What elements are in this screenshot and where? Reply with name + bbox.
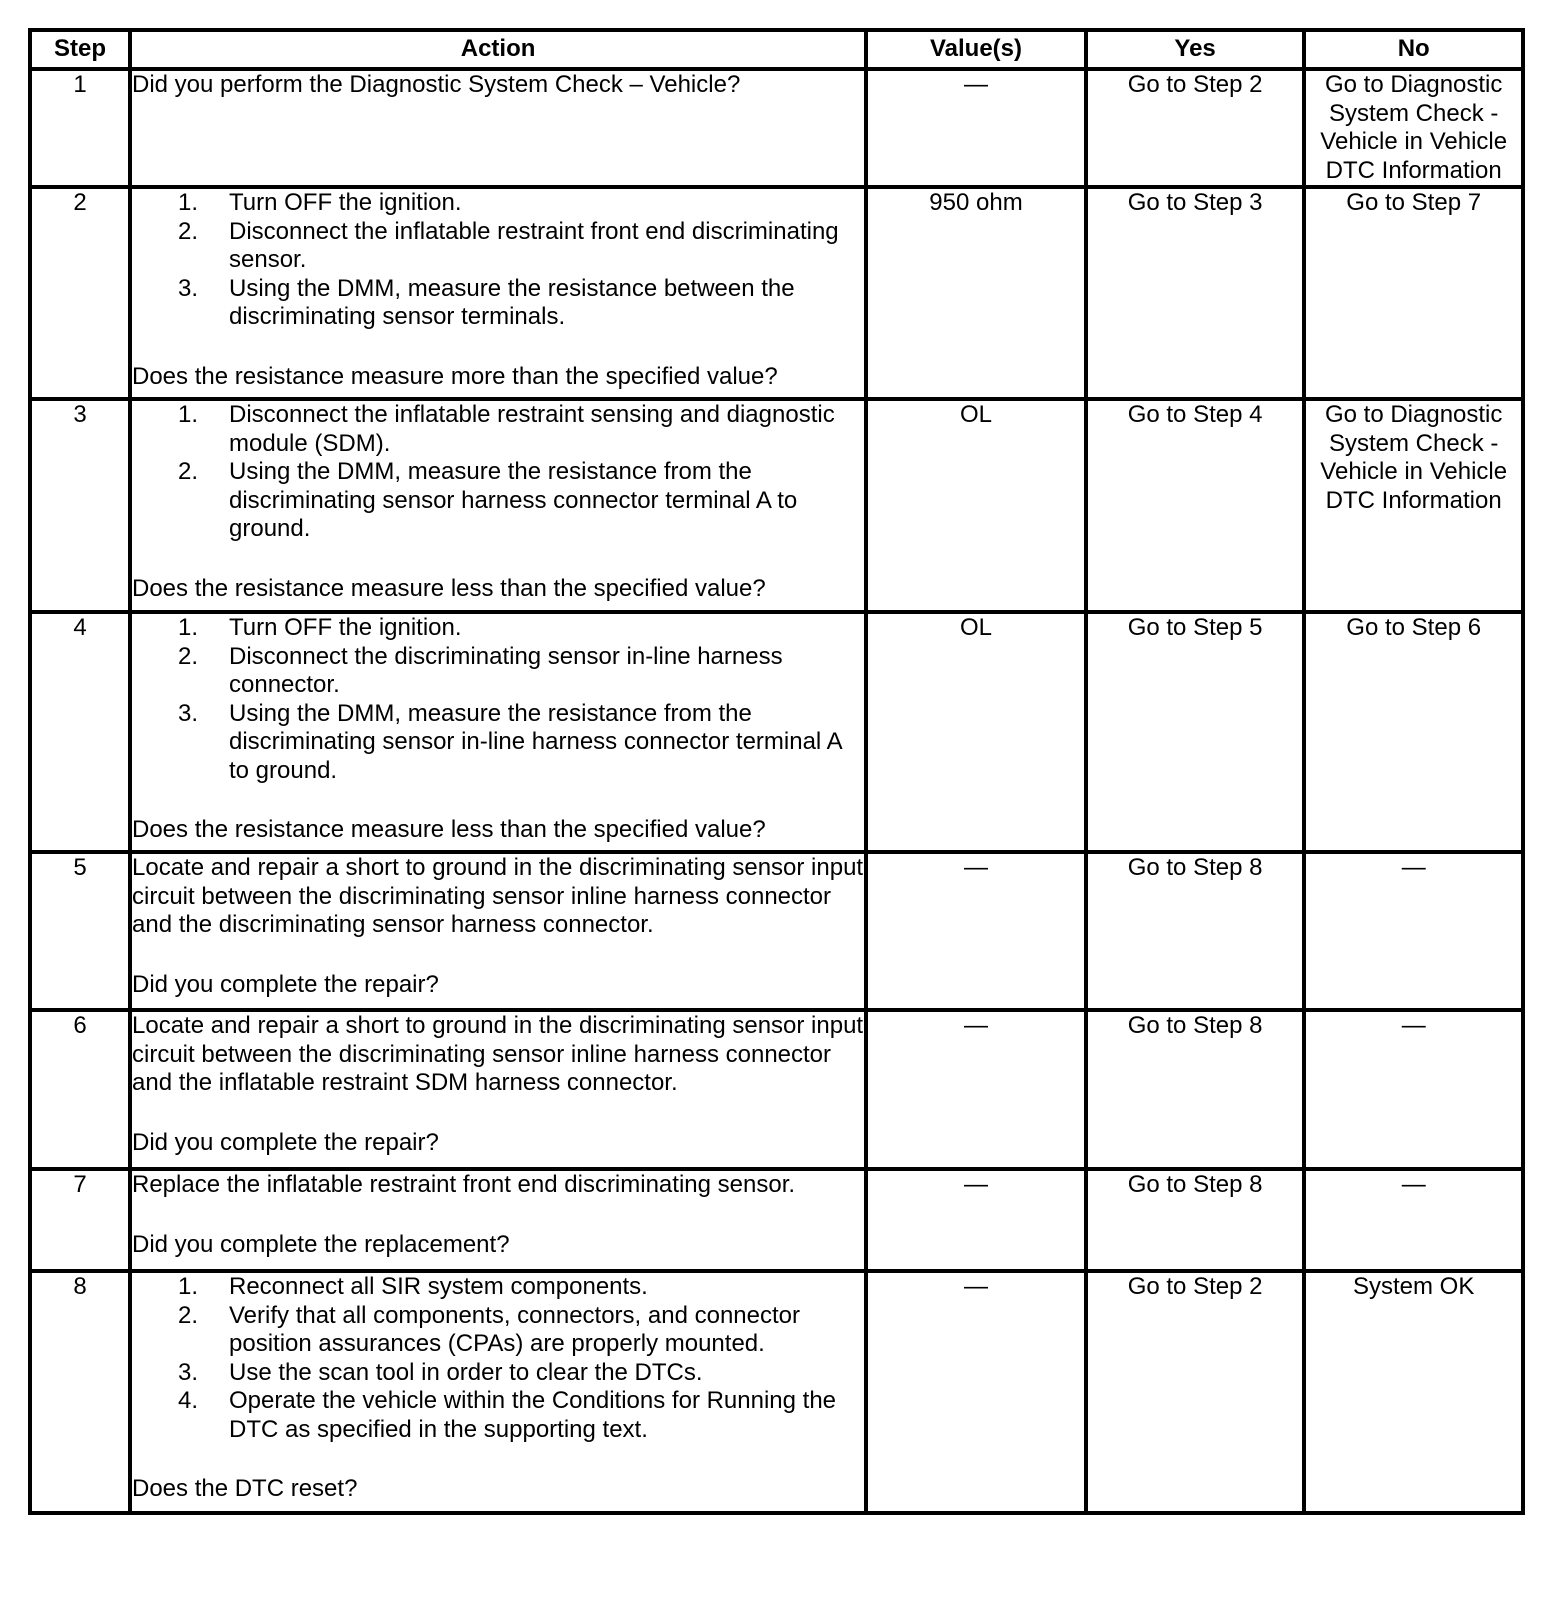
list-item (132, 189, 864, 218)
action-steps-list (132, 401, 864, 544)
action-cell (130, 187, 866, 399)
list-item (132, 1359, 864, 1388)
step-number: 4 (30, 612, 130, 852)
value-cell: — (866, 1010, 1086, 1169)
action-steps-list (132, 614, 864, 785)
step-number: 8 (30, 1271, 130, 1513)
list-item-text: Using the DMM, measure the resistance from the discriminating sensor in-line harness connector terminal A to ground. (229, 699, 842, 784)
action-cell (130, 1271, 866, 1513)
list-item (132, 700, 864, 786)
no-cell: System OK (1304, 1271, 1523, 1513)
list-item-text: Using the DMM, measure the resistance between the discriminating sensor terminals. (229, 274, 795, 330)
list-item-text: Using the DMM, measure the resistance from the discriminating sensor harness connector terminal A to ground. (229, 458, 798, 542)
list-item (132, 458, 864, 544)
action-question: Does the resistance measure more than the specified value? (132, 362, 778, 390)
table-row (30, 1010, 1523, 1169)
no-cell: Go to Diagnostic System Check - Vehicle in Vehicle DTC Information (1304, 399, 1523, 612)
yes-cell: Go to Step 4 (1086, 399, 1305, 612)
value-cell: — (866, 852, 1086, 1010)
value-cell: OL (866, 399, 1086, 612)
header-values: Value(s) (866, 30, 1086, 69)
value-cell: OL (866, 612, 1086, 852)
action-cell (130, 1169, 866, 1271)
table-row (30, 187, 1523, 399)
value-cell: — (866, 1169, 1086, 1271)
table-row (30, 1169, 1523, 1271)
action-question: Did you complete the replacement? (132, 1230, 510, 1258)
action-steps-list (132, 1273, 864, 1444)
yes-cell: Go to Step 8 (1086, 852, 1305, 1010)
header-action: Action (130, 30, 866, 69)
diagnostic-table (28, 28, 1525, 1515)
action-cell (130, 612, 866, 852)
value-cell: — (866, 69, 1086, 187)
list-item-number: 2. (178, 458, 199, 485)
yes-cell: Go to Step 3 (1086, 187, 1305, 399)
header-step: Step (30, 30, 130, 69)
list-item (132, 643, 864, 700)
action-cell (130, 852, 866, 1010)
list-item (132, 1302, 864, 1359)
action-question: Did you complete the repair? (132, 970, 439, 998)
action-intro: Locate and repair a short to ground in the discriminating sensor input circuit between the discriminating sensor inline harness connector and the inflatable restraint SDM harness connector. (132, 1012, 864, 1096)
value-cell: — (866, 1271, 1086, 1513)
table-row (30, 69, 1523, 187)
table-row (30, 1271, 1523, 1513)
action-question: Does the resistance measure less than the specified value? (132, 574, 766, 602)
step-number: 6 (30, 1010, 130, 1169)
step-number: 5 (30, 852, 130, 1010)
yes-cell: Go to Step 5 (1086, 612, 1305, 852)
header-no: No (1304, 30, 1523, 69)
step-number: 1 (30, 69, 130, 187)
header-yes: Yes (1086, 30, 1305, 69)
value-cell: 950 ohm (866, 187, 1086, 399)
list-item-number: 1. (178, 1273, 199, 1300)
list-item-number: 2. (178, 642, 199, 670)
list-item-text: Disconnect the inflatable restraint front end discriminating sensor. (229, 217, 839, 273)
action-intro: Locate and repair a short to ground in the discriminating sensor input circuit between the discriminating sensor inline harness connector and the discriminating sensor harness connector. (132, 854, 864, 938)
list-item-number: 2. (178, 1301, 199, 1329)
header-row (30, 30, 1523, 69)
list-item-number: 2. (178, 217, 199, 245)
list-item-text: Turn OFF the ignition. (229, 189, 462, 216)
list-item (132, 401, 864, 458)
table-body (30, 69, 1523, 1513)
list-item-number: 1. (178, 189, 199, 216)
yes-cell: Go to Step 8 (1086, 1169, 1305, 1271)
table-row (30, 399, 1523, 612)
no-cell: Go to Step 6 (1304, 612, 1523, 852)
list-item-number: 3. (178, 274, 199, 302)
list-item-text: Verify that all components, connectors, and connector position assurances (CPAs) are properly mounted. (229, 1301, 800, 1357)
yes-cell: Go to Step 2 (1086, 69, 1305, 187)
table-row (30, 852, 1523, 1010)
yes-cell: Go to Step 2 (1086, 1271, 1305, 1513)
list-item-number: 1. (178, 401, 199, 428)
list-item-number: 3. (178, 1358, 199, 1386)
action-cell (130, 1010, 866, 1169)
action-cell (130, 69, 866, 187)
no-cell: Go to Step 7 (1304, 187, 1523, 399)
list-item-text: Operate the vehicle within the Conditions for Running the DTC as specified in the supporting text. (229, 1387, 837, 1443)
action-question: Did you complete the repair? (132, 1128, 439, 1156)
list-item (132, 1387, 864, 1444)
list-item-text: Reconnect all SIR system components. (229, 1273, 648, 1300)
list-item-text: Use the scan tool in order to clear the DTCs. (229, 1358, 703, 1386)
action-steps-list (132, 189, 864, 332)
list-item (132, 614, 864, 643)
list-item (132, 218, 864, 275)
action-intro: Did you perform the Diagnostic System Check – Vehicle? (132, 71, 741, 98)
list-item-number: 1. (178, 614, 199, 641)
no-cell: — (1304, 1010, 1523, 1169)
action-question: Does the DTC reset? (132, 1475, 358, 1502)
no-cell: — (1304, 1169, 1523, 1271)
list-item (132, 1273, 864, 1302)
no-cell: Go to Diagnostic System Check - Vehicle in Vehicle DTC Information (1304, 69, 1523, 187)
no-cell: — (1304, 852, 1523, 1010)
step-number: 7 (30, 1169, 130, 1271)
action-question: Does the resistance measure less than the specified value? (132, 816, 766, 843)
list-item-text: Disconnect the discriminating sensor in-line harness connector. (229, 642, 783, 698)
list-item-number: 4. (178, 1387, 199, 1414)
table-row (30, 612, 1523, 852)
step-number: 2 (30, 187, 130, 399)
list-item (132, 275, 864, 332)
list-item-number: 3. (178, 699, 199, 727)
list-item-text: Turn OFF the ignition. (229, 614, 462, 641)
list-item-text: Disconnect the inflatable restraint sensing and diagnostic module (SDM). (229, 401, 835, 457)
action-intro: Replace the inflatable restraint front end discriminating sensor. (132, 1171, 796, 1198)
action-cell (130, 399, 866, 612)
step-number: 3 (30, 399, 130, 612)
yes-cell: Go to Step 8 (1086, 1010, 1305, 1169)
